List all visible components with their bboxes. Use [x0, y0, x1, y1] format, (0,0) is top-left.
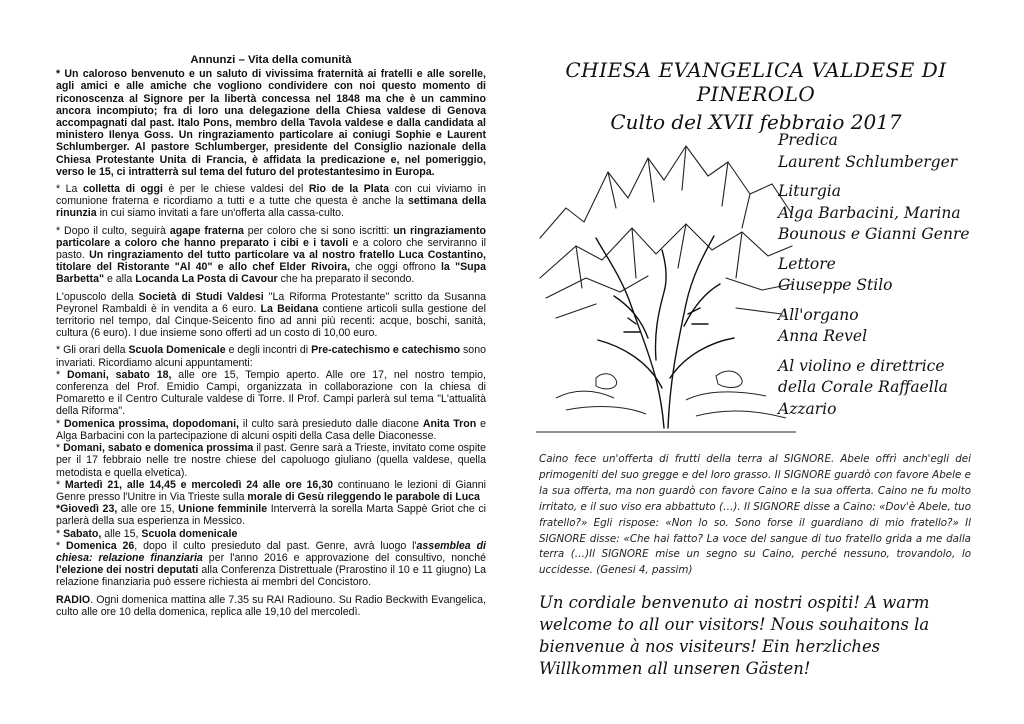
text-run: *Giovedì 23,	[56, 503, 118, 516]
text-run: l'elezione dei nostri deputati	[56, 564, 199, 577]
credit-role: Predica	[778, 131, 838, 149]
text-run: Anita Tron	[422, 417, 477, 430]
text-run: RADIO	[56, 593, 91, 606]
event-thursday	[56, 503, 486, 527]
text-run: agape fraterna	[169, 224, 244, 237]
credit-role: Al violino e direttrice	[778, 356, 945, 375]
text-run: *	[56, 442, 64, 455]
text-run: con cui viviamo in comunione fraterna e ricordiamo a tutti e a tutte che questa è anche la	[56, 183, 486, 208]
text-run: . Ogni domenica mattina alle 7.35 su RAI Radiouno. Su Radio Beckwith Evangelica, culto alle ore 10 della domenica, replica alle 19,10 del mercoledì.	[56, 593, 486, 618]
text-run: , dopo il culto presieduto dal past. Genre, avrà luogo l'	[134, 539, 417, 552]
credit-name: della Corale Raffaella	[778, 378, 948, 396]
event-next-sunday	[56, 418, 486, 442]
text-run: è per le chiese valdesi del	[162, 183, 309, 196]
booklet-announcement	[56, 291, 486, 340]
text-run: Scuola Domenicale	[128, 344, 226, 357]
text-run: colletta di oggi	[82, 183, 163, 196]
text-run: la "Supa Barbetta"	[56, 261, 487, 286]
text-run: il culto sarà presieduto dalle diacone	[238, 417, 423, 430]
event-trieste	[56, 442, 486, 479]
text-run: e Alga Barbacini con la partecipazione di alcuni ospiti della Casa delle Diaconesse.	[56, 417, 486, 442]
text-run: sono invariati. Ricordiamo alcuni appuntamenti:	[56, 344, 486, 369]
text-run: Unione femminile	[178, 503, 268, 516]
text-run: contiene articoli sulla gestione del territorio nel tempo, dal Cinque-Seicento fino ad anni più recenti: acque, boschi, sanità, cultura (6 euro). I due insieme sono offerti ad un costo di 10,00 euro.	[56, 302, 486, 340]
event-assembly	[56, 540, 486, 589]
church-title: CHIESA EVANGELICA VALDESE DI PINEROLO	[565, 58, 947, 106]
credit-name: Anna Revel	[778, 327, 868, 345]
credit-block	[778, 130, 998, 173]
text-run: Domani, sabato 18,	[67, 368, 172, 381]
credit-name: Laurent Schlumberger	[778, 152, 958, 171]
text-run: continuano le lezioni di Gianni Genre presso l'Unitre in Via Trieste sulla	[56, 478, 486, 503]
credit-block	[778, 181, 998, 246]
text-run: alle ore 15,	[117, 503, 179, 516]
text-run: Interverrà la sorella Marta Sappè Griot che ci parlerà della sua esperienza in Messico.	[56, 503, 486, 528]
announcements-heading: Annunzi – Vita della comunità	[190, 54, 352, 66]
text-run: L'opuscolo della	[56, 290, 139, 303]
text-run: settimana della rinunzia	[56, 195, 486, 220]
text-run: *	[56, 368, 67, 381]
text-run: * Un caloroso benvenuto e un saluto di vivissima fraternità ai fratelli e alle sorelle, agli amici e alle amiche che vogliono condividere con noi questo momento di riconoscenza al Signore per la libertà concessa nel 1848 ma che è un cammino ancora incompiuto; fra di loro una delegazione della Chiesa valdese di Genova accompagnati dal past. Italo Pons, membro della Tavola valdese e dalla candidata al ministero Ilenya Goss.	[56, 68, 486, 142]
text-run: Domani, sabato e domenica prossima	[63, 442, 254, 455]
multilingual-welcome: Un cordiale benvenuto ai nostri ospiti! A warm welcome to all our visitors! Nous souhaitons la bienvenue à nos visiteurs! Ein herzliches Willkommen all unseren Gästen!	[539, 593, 930, 678]
announcements-column	[56, 54, 486, 623]
text-run: Sabato,	[63, 527, 102, 540]
text-run: Locanda La Posta di Cavour	[135, 273, 278, 286]
text-run: La Beidana	[260, 302, 319, 315]
text-run: alle ore 15, Tempio aperto. Alle ore 17, nel nostro tempio, conferenza del Prof. Emidio Campi, organizzata in collaborazione con la chiesa di Pomaretto e il Centro Culturale valdese di Torre. Il Prof. Campi parlerà sul tema "L'attualità della Riforma".	[56, 368, 486, 418]
event-sunday-school	[56, 528, 486, 540]
text-run: assemblea di chiesa: relazione finanziaria	[56, 539, 486, 564]
text-run: "La Riforma Protestante" scritto da Susanna Peyronel Rambaldi è in vendita a 6 euro.	[56, 290, 487, 315]
text-run: * Dopo il culto, seguirà	[56, 224, 170, 237]
credit-role: Lettore	[778, 254, 836, 273]
event-unitre	[56, 479, 486, 503]
text-run: *	[56, 417, 65, 430]
text-run: alla Conferenza Distrettuale (Prarostino il 10 e 11 giugno) La relazione finanziaria può essere richiesta ai membri del Concistoro.	[56, 564, 486, 589]
text-run: Martedì 21, alle 14,45 e mercoledì 24 alle ore 16,30	[64, 478, 334, 491]
text-run: *	[56, 539, 66, 552]
cover-header	[536, 50, 976, 134]
mountain-tree-illustration	[536, 128, 796, 448]
credit-name: Bounous e Gianni Genre	[778, 225, 970, 243]
text-run: Un ringraziamento del tutto particolare va al nostro fratello Luca Costantino, titolare del Ristorante "Al 40" e allo chef Elder Rivoira,	[56, 249, 486, 274]
text-run: che oggi offrono	[350, 261, 441, 274]
schedule-intro	[56, 344, 486, 368]
text-run: alle 15,	[101, 527, 142, 540]
text-run: un ringraziamento particolare a coloro che hanno preparato i cibi e i tavoli	[56, 224, 486, 249]
text-run: per coloro che si sono iscritti:	[243, 224, 394, 237]
text-run: Domenica 26	[66, 539, 135, 552]
text-run: e a coloro che serviranno il pasto.	[56, 236, 486, 262]
text-run: * Gli orari della	[56, 344, 129, 357]
text-run: in cui siamo invitati a fare un'offerta alla cassa-culto.	[96, 207, 344, 220]
agape-announcement	[56, 225, 486, 286]
text-run: Domenica prossima, dopodomani,	[64, 417, 239, 430]
text-run: Un ringraziamento particolare ai coniugi Sophie e Laurent Schlumberger. Al pastore Schlumberger, presidente del Consiglio nazionale della Chiesa Protestante Unita di Francia, è affidata la predicazione e, nel pomeriggio, verso le 15, ci intratterrà sul tema del futuro del protestantesimo in Europa.	[56, 129, 487, 178]
text-run: Pre-catechismo e catechismo	[311, 344, 461, 357]
text-run: il past. Genre sarà a Trieste, invitato come ospite per il 17 febbraio nelle tre nostre chiese del capoluogo giuliano (quella valdese, quella metodista e quella elvetica).	[56, 442, 487, 479]
text-run: *	[56, 527, 64, 540]
text-run: Scuola domenicale	[141, 527, 238, 540]
text-run: * La	[56, 183, 83, 196]
text-run: e degli incontri di	[225, 344, 312, 357]
text-run: per l'anno 2016 e approvazione del consultivo, nonché	[202, 551, 486, 564]
welcome-announcement	[56, 68, 486, 178]
text-run: Società di Studi Valdesi	[138, 290, 264, 303]
event-saturday	[56, 369, 486, 418]
text-run: che ha preparato il secondo.	[277, 273, 415, 286]
text-run: morale di Gesù rileggendo le parabole di Luca	[247, 490, 480, 503]
credit-block	[778, 356, 998, 421]
radio-announcement	[56, 594, 486, 618]
credit-role: All'organo	[778, 305, 859, 324]
text-run: e alla	[104, 273, 136, 286]
collection-announcement	[56, 183, 486, 220]
credit-name: Alga Barbacini, Marina	[778, 203, 961, 222]
credit-role: Liturgia	[778, 182, 841, 200]
text-run: Rio de la Plata	[308, 183, 390, 196]
genesis-quote: Caino fece un'offerta di frutti della terra al SIGNORE. Abele offrì anch'egli dei primogeniti del suo gregge e del loro grasso. Il SIGNORE guardò con favore Abele e la sua offerta, ma non guardò con favore Caino e la sua offerta. Caino ne fu molto irritato, e il suo viso era abbattuto (…). Il SIGNORE disse a Caino: «Dov'è Abele, tuo fratello?» Egli rispose: «Non lo so. Sono forse il guardiano di mio fratello?» Il SIGNORE disse: «Che hai fatto? La voce del sangue di tuo fratello grida a me dalla terra (…)Il SIGNORE mise un segno su Caino, perché nessuno, trovandolo, lo uccidesse. (Genesi 4, passim)	[539, 453, 971, 577]
service-date: Culto del XVII febbraio 2017	[610, 110, 902, 134]
credit-block	[778, 305, 998, 348]
service-credits	[778, 130, 998, 428]
text-run: *	[56, 478, 65, 491]
credit-name: Azzario	[778, 399, 837, 418]
credit-name: Giuseppe Stilo	[778, 276, 893, 294]
credit-block	[778, 254, 998, 297]
